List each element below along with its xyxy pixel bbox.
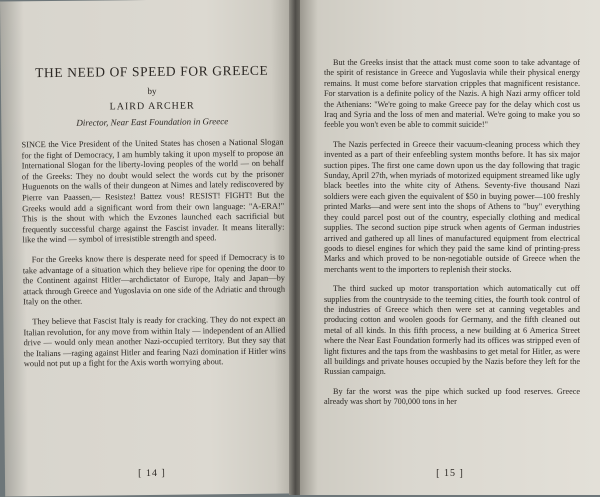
paragraph: For the Greeks know there is desperate need for speed if Democracy is to take advantage of a situation which they believe ripe for opening the door to the Continent against Hitler—archdictator of Europe, Italy and Japan—by attack through Greece and Yugoslavia on one side of the Adriatic and through Italy on the other. (22, 252, 286, 307)
page-number: [ 15 ] (436, 468, 464, 479)
paragraph: By far the worst was the pipe which sucked up food reserves. Greece already was short by 700,000 tons in her (324, 386, 580, 407)
byline: by (147, 85, 157, 96)
left-page (0, 0, 299, 497)
page-number: [ 14 ] (138, 467, 166, 480)
paragraph-text: the Vice President of the United States has chosen a National Slogan for the fight of Democracy, I am humbly taking it upon myself to propose an International Slogan for the liberty-loving peoples of the world — on behalf of the Greeks: They no doubt would select the words cut by the prisoner Huguenots on the walls of their dungeon at Nimes and lately rediscovered by Pierre van Paassen,— Resistez! Battez vous! RESIST! FIGHT! But the Greeks would add a significant word from their own language: "A-ERA!" This is the shout with which the Evzones launched each sacrificial but frequently successful charge against the Fascist invader. It means literally: like the wind — symbol of irresistible strength and speed. (21, 137, 285, 245)
paragraph (21, 138, 284, 247)
right-page (300, 0, 600, 495)
article-title: THE NEED OF SPEED FOR GREECE (35, 62, 269, 81)
paragraph: The Nazis perfected in Greece their vacuum-cleaning process which they invented as a part of their enfeebling system months before. It has six major suction pipes. The first one came down upon us the day following that tragic Sunday, April 27th, when myriads of motorized equipment streamed like ugly black beetles into the white city of Athens. Seventy-five thousand Nazi soldiers were each given the equivalent of $50 in buying power—100 freshly printed Marks—and were sent into the shops of Athens to "buy" everything they could parcel post out of the country, especially clothing and medical supplies. The second suction pipe struck when agents of German industries arrived and gathered up all lines of manufactured equipment from electrical goods to diesel engines for which they paid the same kind of printing-press Marks and which proved to be non-negotiable outside of Greece when the merchants went to the importers to replenish their stocks. (324, 139, 580, 274)
paragraph: They believe that Fascist Italy is ready for cracking. They do not expect an Italian revolution, for any move from within Italy — independent of an Allied drive — would only mean another Nazi-occupied territory. But they say that the Italians —raging against Hitler and fearing Nazi domination if Hitler wins would not put up a fight for the Axis worth worrying about. (23, 314, 286, 369)
paragraph: The third sucked up motor transportation which automatically cut off supplies from the countryside to the teeming cities, the fourth took control of the industries of Greece which then were set at canning vegetables and producing cotton and woolen goods for Germany, and the fifth cleaned out metal of all kinds. In this fifth process, a new building at 6 America Street where the Near East Foundation formerly had its offices was stripped even of light fixtures and the taps from the washbasins to get metal for Hitler, as were all buildings and private houses occupied by the Nazis before they left for the Russian campaign. (324, 284, 580, 377)
paragraph: But the Greeks insist that the attack must come soon to take advantage of the spirit of resistance in Greece and Yugoslavia while their physical energy remains. It must come before starvation cripples that magnificent resistance. For starvation is a definite policy of the Nazis. A high Nazi army officer told the Athenians: "We're going to make Greece pay for the delay which cost us Iraq and Syria and the loss of men and material. We're going to make you so feeble you won't even be able to commit suicide!" (324, 58, 580, 130)
drop-lead-word: SINCE (21, 140, 46, 150)
author-name: LAIRD ARCHER (109, 100, 195, 113)
author-affiliation: Director, Near East Foundation in Greece (76, 116, 229, 128)
